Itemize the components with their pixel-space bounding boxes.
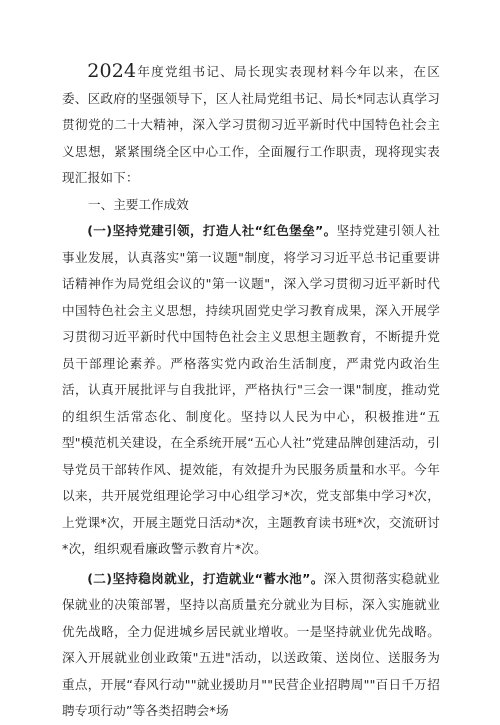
paragraph-party-building-lead: (一)坚持党建引领，打造人社“红色堡垒”。 xyxy=(87,223,337,238)
paragraph-party-building xyxy=(62,218,440,563)
intro-paragraph xyxy=(62,58,440,192)
paragraph-employment xyxy=(62,566,440,725)
intro-text: 年度党组书记、局长现实表现材料今年以来，在区委、区政府的坚强领导下，区人社局党组书记、局长*同志认真学习贯彻党的二十大精神，深入学习贯彻习近平新时代中国特色社会主义思想，紧紧围绕全区中心工作，全面履行工作职责，现将现实表现汇报如下： xyxy=(62,64,440,185)
paragraph-party-building-body: 坚持党建引领人社事业发展，认真落实"第一议题"制度，将学习习近平总书记重要讲话精神作为局党组会议的"第一议题"，深入学习贯彻习近平新时代中国特色社会主义思想，持续巩固党史学习教育成果，深入开展学习贯彻习近平新时代中国特色社会主义思想主题教育，不断提升党员干部理论素养。严格落实党内政治生活制度，严肃党内政治生活，认真开展批评与自我批评，严格执行"三会一课"制度，推动党的组织生活常态化、制度化。坚持以人民为中心，积极推进“五型"模范机关建设，在全系统开展“五心人社”党建品牌创建活动，引导党员干部转作风、提效能，有效提升为民服务质量和水平。今年以来，共开展党组理论学习中心组学习*次，党支部集中学习*次，上党课*次，开展主题党日活动*次，主题教育读书班*次，交流研讨*次，组织观看廉政警示教育片*次。 xyxy=(62,223,440,556)
paragraph-employment-lead: (二)坚持稳岗就业，打造就业“蓄水池”。 xyxy=(87,570,324,586)
intro-year: 2024 xyxy=(87,60,137,82)
document-page xyxy=(62,58,440,725)
section-heading-main-achievements: 一、主要工作成效 xyxy=(88,196,189,212)
paragraph-employment-body: 深入贯彻落实稳就业保就业的决策部署，坚持以高质量充分就业为目标，深入实施就业优先战略，全力促进城乡居民就业增收。一是坚持就业优先战略。深入开展就业创业政策"五进"活动，以送政策、送岗位、送服务为重点，开展“春风行动""就业援助月""民营企业招聘周""百日千万招聘专项行动”等各类招聘会*场 xyxy=(62,570,440,718)
